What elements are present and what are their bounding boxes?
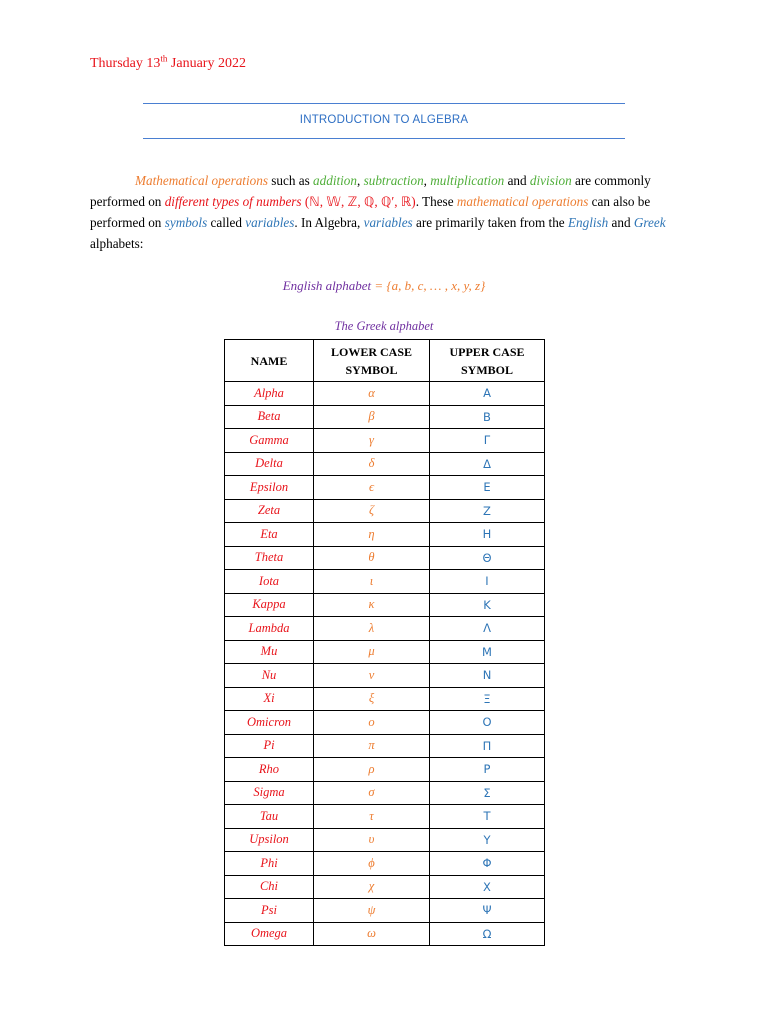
table-row [225,687,545,711]
letter-name: Chi [225,875,314,899]
greek-alphabet-table [224,339,545,946]
table-row [225,405,545,429]
table-row [225,593,545,617]
letter-name: Epsilon [225,476,314,500]
term-number-types: different types of numbers [164,194,302,209]
letter-name: Phi [225,852,314,876]
upper-case-symbol: Τ [430,805,545,829]
table-row [225,499,545,523]
table-row [225,899,545,923]
lower-case-symbol: ξ [314,687,430,711]
letter-name: Nu [225,664,314,688]
lower-case-symbol: υ [314,828,430,852]
letter-name: Gamma [225,429,314,453]
upper-case-symbol: Μ [430,640,545,664]
header-lower-line1: LOWER CASE [330,344,413,359]
table-row [225,922,545,946]
upper-case-symbol: Ρ [430,758,545,782]
formula-rhs: = {a, b, c, … , x, y, z} [371,278,486,293]
lower-case-symbol: τ [314,805,430,829]
table-row [225,758,545,782]
term-subtraction: subtraction [363,173,424,188]
upper-case-symbol: Α [430,382,545,406]
header-lower-line2: SYMBOL [345,362,398,377]
term-mathematical-operations: Mathematical operations [135,173,268,188]
date-rest: January 2022 [167,56,246,71]
term-division: division [529,173,572,188]
letter-name: Upsilon [225,828,314,852]
upper-case-symbol: Π [430,734,545,758]
formula-lhs: English alphabet [282,278,372,293]
letter-name: Omicron [225,711,314,735]
upper-case-symbol: Ν [430,664,545,688]
heading-top-rule [143,103,625,104]
letter-name: Pi [225,734,314,758]
upper-case-symbol: Λ [430,617,545,641]
letter-name: Mu [225,640,314,664]
upper-case-symbol: Ο [430,711,545,735]
english-alphabet-formula [0,278,768,294]
text: and [608,215,634,230]
lower-case-symbol: λ [314,617,430,641]
lower-case-symbol: ν [314,664,430,688]
lower-case-symbol: ϕ [314,852,430,876]
table-row [225,711,545,735]
upper-case-symbol: Γ [430,429,545,453]
upper-case-symbol: Ε [430,476,545,500]
term-addition: addition [313,173,357,188]
text: . In Algebra, [294,215,364,230]
term-variables: variables [245,215,295,230]
table-row [225,429,545,453]
letter-name: Beta [225,405,314,429]
text: , [357,173,364,188]
upper-case-symbol: Β [430,405,545,429]
header-upper-line2: SYMBOL [460,362,513,377]
text: called [207,215,246,230]
letter-name: Xi [225,687,314,711]
text: . These [415,194,457,209]
text: are primarily taken from the [412,215,568,230]
text: can also be performed on [90,194,651,230]
lower-case-symbol: o [314,711,430,735]
upper-case-symbol: Ψ [430,899,545,923]
table-row [225,875,545,899]
table-row [225,852,545,876]
document-date [90,53,246,72]
upper-case-symbol: Ζ [430,499,545,523]
upper-case-symbol: Υ [430,828,545,852]
letter-name: Rho [225,758,314,782]
table-row [225,664,545,688]
lower-case-symbol: χ [314,875,430,899]
term-mathematical-operations-2: mathematical operations [456,194,589,209]
table-row [225,523,545,547]
table-caption: The Greek alphabet [334,319,434,333]
term-symbols: symbols [164,215,208,230]
letter-name: Tau [225,805,314,829]
table-row [225,570,545,594]
table-row [225,452,545,476]
lower-case-symbol: ψ [314,899,430,923]
text: and [504,173,530,188]
text: such as [267,173,314,188]
lower-case-symbol: ω [314,922,430,946]
lower-case-symbol: η [314,523,430,547]
letter-name: Delta [225,452,314,476]
header-lower-case [314,340,430,382]
page-title: INTRODUCTION TO ALGEBRA [299,114,469,126]
lower-case-symbol: ρ [314,758,430,782]
letter-name: Iota [225,570,314,594]
letter-name: Sigma [225,781,314,805]
lower-case-symbol: κ [314,593,430,617]
term-variables-2: variables [363,215,413,230]
table-row [225,382,545,406]
upper-case-symbol: Ω [430,922,545,946]
lower-case-symbol: γ [314,429,430,453]
date-ordinal-suffix: th [160,53,168,64]
upper-case-symbol: Χ [430,875,545,899]
lower-case-symbol: ι [314,570,430,594]
upper-case-symbol: Σ [430,781,545,805]
lower-case-symbol: ϵ [314,476,430,500]
table-body [225,382,545,946]
table-row [225,640,545,664]
text: alphabets: [90,236,144,251]
lower-case-symbol: θ [314,546,430,570]
term-english: English [567,215,609,230]
letter-name: Psi [225,899,314,923]
number-set-symbols: (ℕ, 𝕎, ℤ, ℚ, ℚ′, ℝ) [301,194,416,209]
letter-name: Zeta [225,499,314,523]
table-row [225,781,545,805]
lower-case-symbol: π [314,734,430,758]
table-row [225,546,545,570]
header-upper-line1: UPPER CASE [449,344,525,359]
lower-case-symbol: ζ [314,499,430,523]
letter-name: Lambda [225,617,314,641]
header-upper-case [430,340,545,382]
table-row [225,476,545,500]
upper-case-symbol: Η [430,523,545,547]
table-row [225,617,545,641]
table-row [225,734,545,758]
lower-case-symbol: μ [314,640,430,664]
letter-name: Theta [225,546,314,570]
upper-case-symbol: Κ [430,593,545,617]
letter-name: Omega [225,922,314,946]
text: are commonly performed on [90,173,651,209]
table-row [225,805,545,829]
lower-case-symbol: α [314,382,430,406]
intro-paragraph [90,170,680,254]
letter-name: Kappa [225,593,314,617]
table-row [225,828,545,852]
lower-case-symbol: β [314,405,430,429]
upper-case-symbol: Ι [430,570,545,594]
text: , [423,173,431,188]
upper-case-symbol: Ξ [430,687,545,711]
lower-case-symbol: δ [314,452,430,476]
upper-case-symbol: Δ [430,452,545,476]
lower-case-symbol: σ [314,781,430,805]
table-header-row [225,340,545,382]
date-prefix: Thursday 13 [90,56,161,71]
term-multiplication: multiplication [430,173,505,188]
heading-bottom-rule [143,138,625,139]
upper-case-symbol: Θ [430,546,545,570]
letter-name: Alpha [225,382,314,406]
header-name: NAME [225,340,314,382]
term-greek: Greek [633,215,666,230]
letter-name: Eta [225,523,314,547]
upper-case-symbol: Φ [430,852,545,876]
